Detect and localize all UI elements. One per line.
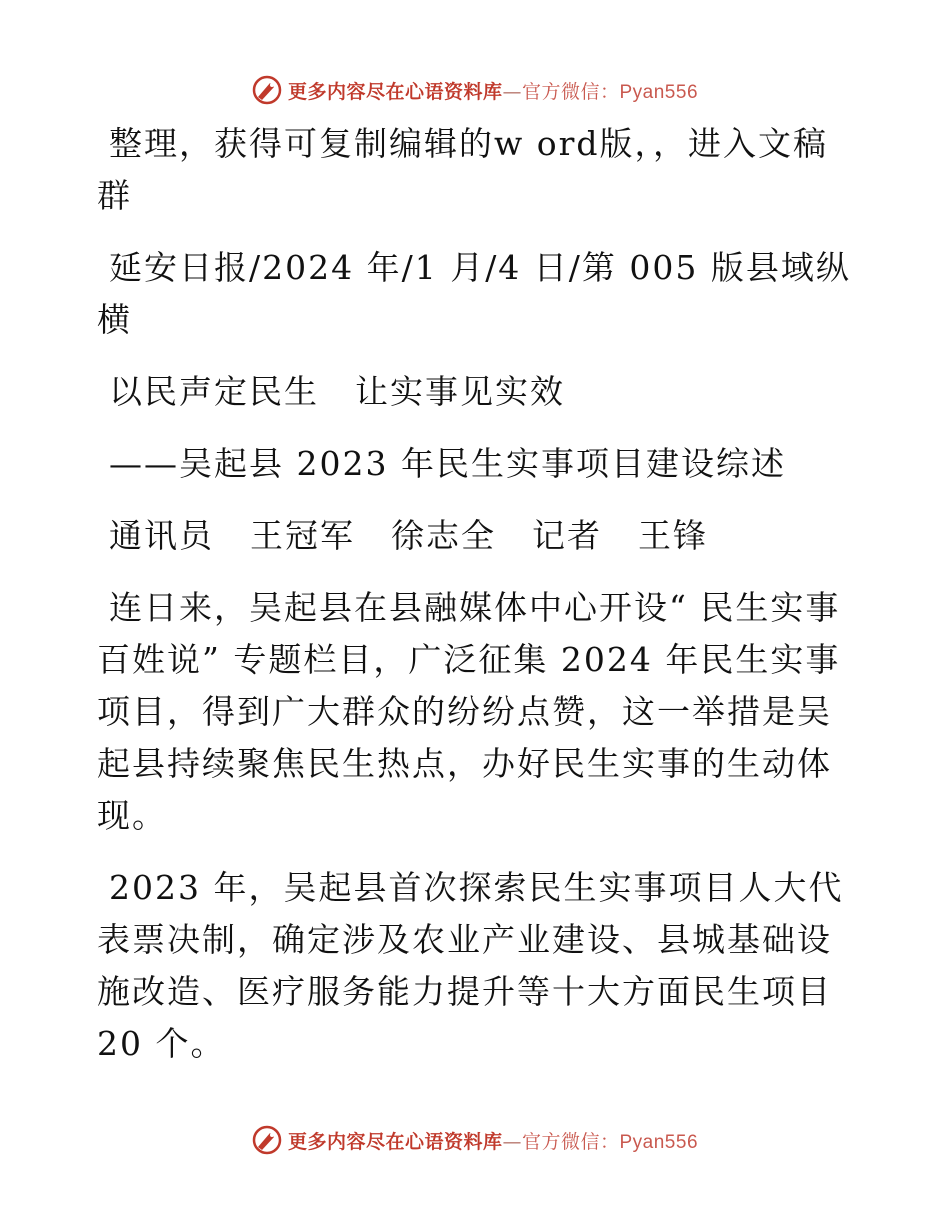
byline — [97, 510, 857, 562]
watermark-footer-label: 官方微信： — [521, 1130, 620, 1153]
byline-role-correspondent: 通讯员 — [109, 516, 214, 555]
byline-role-reporter: 记者 — [532, 516, 602, 555]
body-paragraph-2 — [97, 862, 857, 1070]
body-paragraph-1 — [97, 582, 857, 842]
watermark-handle: Pyan556 — [619, 81, 699, 103]
title-part-a: 以民声定民生 — [109, 372, 319, 411]
source-text: 延安日报/2024 年/1 月/4 日/第 005 版县域纵横 — [97, 248, 851, 339]
watermark-footer-brand: 更多内容尽在心语资料库 — [287, 1130, 503, 1153]
byline-name-3: 王锋 — [638, 516, 708, 555]
byline-name-2: 徐志全 — [391, 516, 496, 555]
watermark-brand: 更多内容尽在心语资料库 — [287, 80, 503, 103]
pen-logo-icon — [252, 75, 282, 105]
footer-watermark — [0, 1120, 950, 1160]
watermark-footer-text — [288, 1127, 698, 1154]
document-body — [97, 118, 857, 1090]
intro-paragraph — [97, 118, 857, 222]
title-part-b: 让实事见实效 — [355, 372, 565, 411]
pen-logo-icon — [252, 1125, 282, 1155]
body-paragraph-2-text: 2023 年，吴起县首次探索民生实事项目人大代表票决制，确定涉及农业产业建设、县城基础设施改造、医疗服务能力提升等十大方面民生项目 20 个。 — [97, 868, 844, 1063]
article-title — [97, 366, 857, 418]
watermark-text — [288, 77, 698, 104]
watermark-footer-handle: Pyan556 — [619, 1131, 699, 1153]
watermark-label: 官方微信： — [521, 80, 620, 103]
subtitle-text: ——吴起县 2023 年民生实事项目建设综述 — [109, 444, 786, 483]
byline-name-1: 王冠军 — [250, 516, 355, 555]
watermark-separator: — — [502, 80, 522, 103]
intro-text: 整理，获得可复制编辑的w ord版，，进入文稿群 — [97, 124, 829, 215]
header-watermark — [0, 70, 950, 110]
source-line — [97, 242, 857, 346]
watermark-footer-separator: — — [502, 1130, 522, 1153]
article-subtitle — [97, 438, 857, 490]
body-paragraph-1-text: 连日来，吴起县在县融媒体中心开设“ 民生实事百姓说” 专题栏目，广泛征集 2024 年民生实事项目，得到广大群众的纷纷点赞，这一举措是吴起县持续聚焦民生热点，办好民生实事的生动体现。 — [97, 588, 841, 835]
watermark — [252, 75, 698, 105]
watermark-footer — [252, 1125, 698, 1155]
